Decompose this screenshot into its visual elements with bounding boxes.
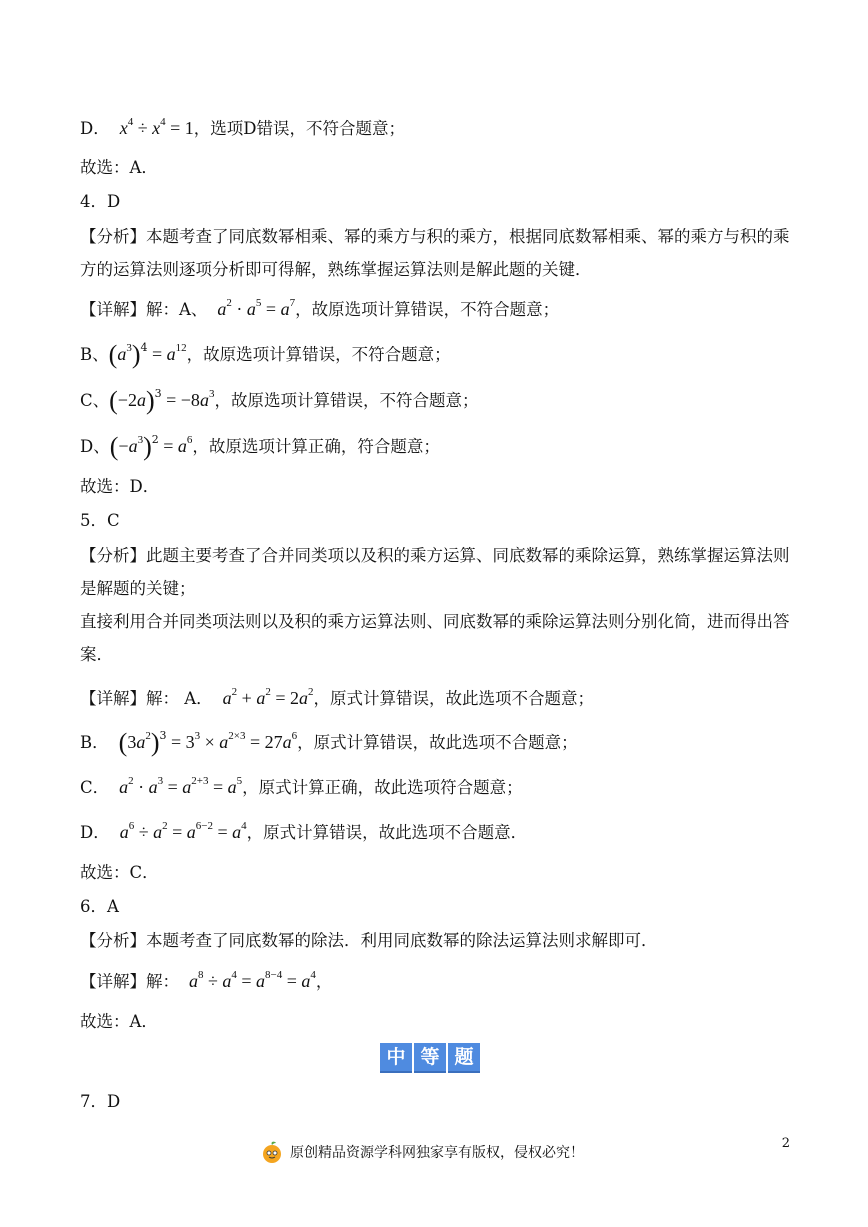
page-number: 2	[781, 1136, 790, 1151]
badge-char: 题	[448, 1043, 480, 1073]
analysis-paragraph: 【分析】此题主要考查了合并同类项以及积的乘方运算、同底数幂的乘除运算，熟练掌握运算法则是解题的关键；	[80, 546, 790, 598]
line-d-option: D． $x^4 \div x^4 = 1$，选项D错误，不符合题意；	[80, 116, 406, 138]
detail-line-a: 【详解】解：A、 $a^2 \cdot a^5 = a^7$，故原选项计算错误，不符合题意；	[80, 297, 560, 319]
detail-line-c: C、$(-2a)^3 = -8a^3$，故原选项计算错误，不符合题意；	[80, 386, 479, 415]
detail-line-c: C． $a^2 \cdot a^3 = a^{2+3} = a^5$，原式计算正确，故此选项符合题意；	[80, 775, 523, 797]
section-badge-medium	[380, 1043, 480, 1073]
badge-char: 等	[414, 1043, 446, 1073]
copyright-text: 原创精品资源学科网独家享有版权，侵权必究！	[290, 1145, 584, 1161]
analysis-paragraph: 直接利用合并同类项法则以及积的乘方运算法则、同底数幂的乘除运算法则分别化简，进而得出答案．	[80, 612, 790, 664]
badge-char: 中	[380, 1043, 412, 1073]
answer-line: 故选：C．	[80, 863, 159, 882]
question-number: 6．A	[80, 897, 119, 916]
detail-line-a: 【详解】解： A． $a^2 + a^2 = 2a^2$，原式计算错误，故此选项不合题意；	[80, 686, 594, 708]
orange-logo-icon	[260, 1140, 284, 1164]
detail-line-b: B． $(3a^2)^3 = 3^3 \times a^{2\times 3} = 27a^6$，原式计算错误，故此选项不合题意；	[80, 728, 578, 757]
answer-line: 故选：A．	[80, 1012, 158, 1031]
detail-line: 【详解】解： $a^8 \div a^4 = a^{8-4} = a^4$，	[80, 969, 333, 991]
question-number: 7．D	[80, 1092, 121, 1111]
question-number: 4．D	[80, 192, 121, 211]
detail-line-d: D、$(-a^3)^2 = a^6$，故原选项计算正确，符合题意；	[80, 432, 440, 461]
detail-line-d: D． $a^6 \div a^2 = a^{6-2} = a^4$，原式计算错误，故此选项不合题意．	[80, 820, 528, 842]
answer-line: 故选：D．	[80, 477, 160, 496]
answer-line: 故选：A．	[80, 158, 158, 177]
footer	[260, 1140, 584, 1164]
question-number: 5．C	[80, 511, 120, 530]
analysis-paragraph: 【分析】本题考查了同底数幂的除法．利用同底数幂的除法运算法则求解即可．	[80, 931, 658, 950]
detail-line-b: B、$(a^3)^4 = a^{12}$，故原选项计算错误，不符合题意；	[80, 340, 451, 369]
analysis-paragraph: 【分析】本题考查了同底数幂相乘、幂的乘方与积的乘方，根据同底数幂相乘、幂的乘方与积的乘方的运算法则逐项分析即可得解，熟练掌握运算法则是解此题的关键．	[80, 227, 790, 279]
